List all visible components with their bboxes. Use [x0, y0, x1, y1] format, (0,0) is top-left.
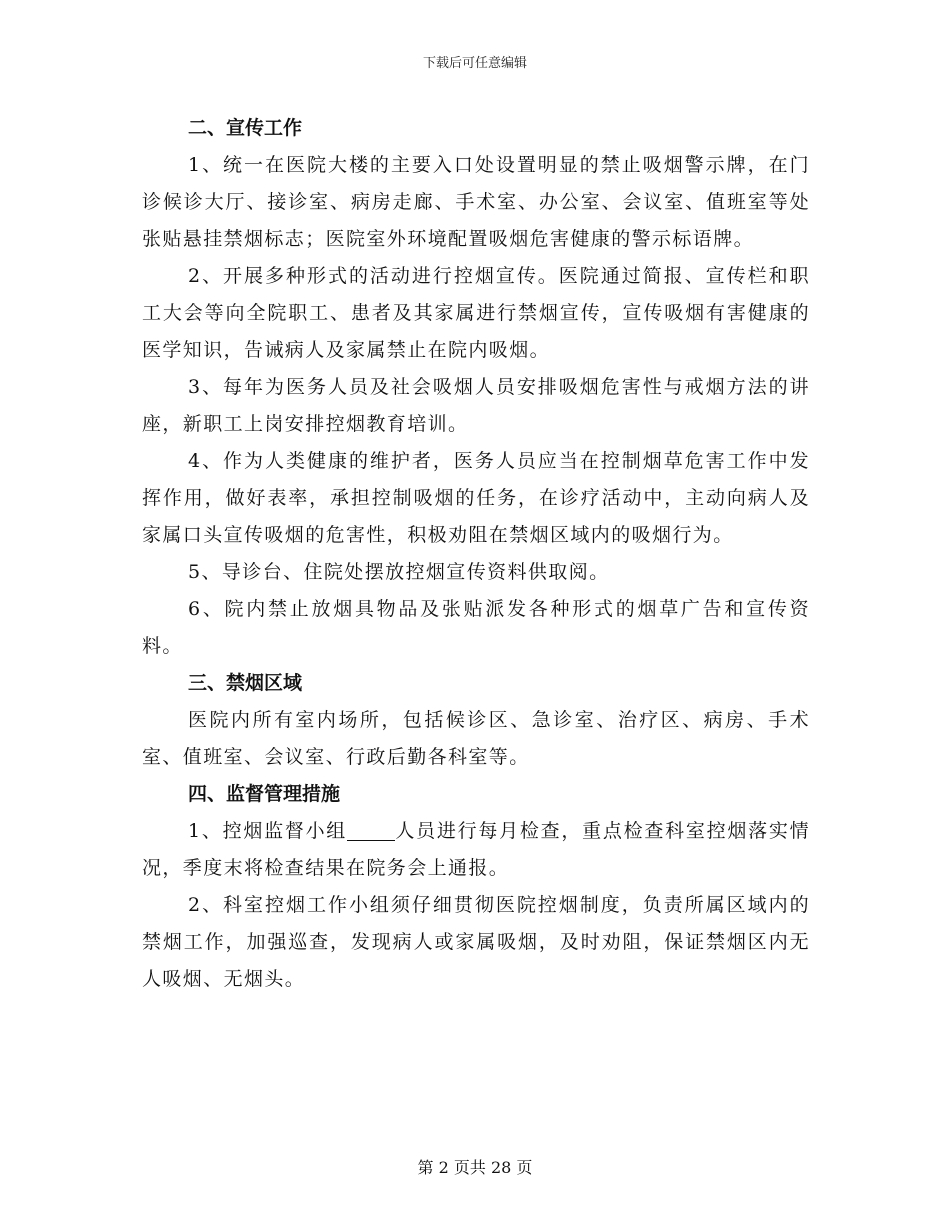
fill-in-blank [347, 820, 395, 841]
paragraph: 5、导诊台、住院处摆放控烟宣传资料供取阅。 [188, 561, 610, 583]
document-body [142, 110, 810, 998]
paragraph: 1、统一在医院大楼的主要入口处设置明显的禁止吸烟警示牌，在门诊候诊大厅、接诊室、病房走廊、手术室、办公室、会议室、值班室等处张贴悬挂禁烟标志；医院室外环境配置吸烟危害健康的警示标语牌。 [142, 154, 810, 250]
section-heading-publicity: 二、宣传工作 [188, 117, 303, 139]
paragraph-text-start: 1、控烟监督小组 [188, 820, 348, 842]
section-heading-supervision: 四、监督管理措施 [188, 783, 341, 805]
paragraph: 4、作为人类健康的维护者，医务人员应当在控制烟草危害工作中发挥作用，做好表率，承担控制吸烟的任务，在诊疗活动中，主动向病人及家属口头宣传吸烟的危害性，积极劝阻在禁烟区域内的吸烟行为。 [142, 450, 810, 546]
paragraph: 医院内所有室内场所，包括候诊区、急诊室、治疗区、病房、手术室、值班室、会议室、行政后勤各科室等。 [142, 709, 810, 768]
paragraph [142, 813, 810, 887]
page-footer: 第 2 页共 28 页 [417, 1158, 533, 1177]
paragraph-text-end: 人员进行每月检查，重点检查科室控烟落实情况，季度末将检查结果在院务会上通报。 [142, 820, 810, 879]
page-header: 下载后可任意编辑 [422, 56, 527, 71]
paragraph: 6、院内禁止放烟具物品及张贴派发各种形式的烟草广告和宣传资料。 [142, 598, 810, 657]
paragraph: 2、开展多种形式的活动进行控烟宣传。医院通过简报、宣传栏和职工大会等向全院职工、患者及其家属进行禁烟宣传，宣传吸烟有害健康的医学知识，告诫病人及家属禁止在院内吸烟。 [142, 265, 810, 361]
paragraph: 2、科室控烟工作小组须仔细贯彻医院控烟制度，负责所属区域内的禁烟工作，加强巡查，发现病人或家属吸烟，及时劝阻，保证禁烟区内无人吸烟、无烟头。 [142, 894, 810, 990]
paragraph: 3、每年为医务人员及社会吸烟人员安排吸烟危害性与戒烟方法的讲座，新职工上岗安排控烟教育培训。 [142, 376, 810, 435]
section-heading-no-smoking-area: 三、禁烟区域 [188, 672, 303, 694]
